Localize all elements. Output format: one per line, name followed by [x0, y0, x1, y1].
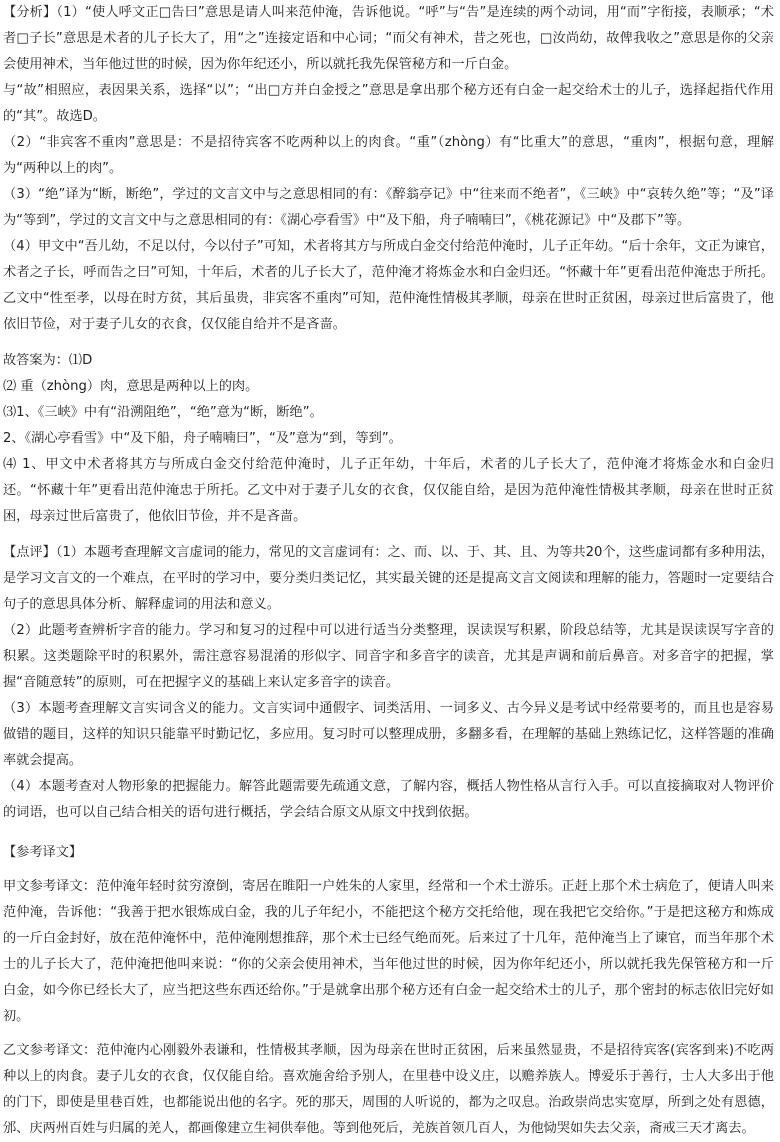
analysis-paragraph-1: 【分析】（1）“使人呼文正□告曰”意思是请人叫来范仲淹，告诉他说。“呼”与“告”是连续的两个动词，用“而”字衔接，表顺承；“术者□子长”意思是术者的儿子长大了，用“之”连接定语和中心词；“而父有神术，昔之死也，□汝尚幼，故俾我收之”意思是你的父亲会使用神术，当年他过世的时候，因为你年纪还小，所以就托我先保管秘方和一斤白金。	[3, 5, 774, 72]
comment-paragraph-2: （2）此题考查辨析字音的能力。学习和复习的过程中可以进行适当分类整理，误读误写积累，阶段总结等，尤其是误读误写字音的积累。这类题除平时的积累外，需注意容易混淆的形似字、同音字和多音字的读音，尤其是声调和前后鼻音。对多音字的把握，掌握“音随意转”的原则，可在把握字义的基础上来认定多音字的读音。	[3, 623, 774, 690]
translation-heading: 【参考译文】	[3, 845, 83, 860]
answer-section	[3, 348, 774, 530]
analysis-section	[3, 0, 774, 338]
analysis-paragraph-2: 与“故”相照应，表因果关系，选择“以”；“出□方并白金授之”意思是拿出那个秘方还有白金一起交给术士的儿子，选择起指代作用的“其”。故选D。	[3, 83, 774, 124]
answer-line-4: 2、《湖心亭看雪》中“及下船，舟子喃喃曰”，“及”意为“到，等到”。	[3, 431, 402, 446]
comment-paragraph-4: （4）本题考查对人物形象的把握能力。解答此题需要先疏通文意，了解内容，概括人物性格从言行入手。可以直接摘取对人物评价的词语，也可以自己结合相关的语句进行概括，学会结合原文从原文中找到依据。	[3, 779, 774, 820]
comment-paragraph-1: 【点评】（1）本题考查理解文言虚词的能力，常见的文言虚词有：之、而、以、于、其、且、为等共20个，这些虚词都有多种用法，是学习文言文的一个难点，在平时的学习中，要分类归类记忆，其实最关键的还是提高文言文阅读和理解的能力，答题时一定要结合句子的意思具体分析、解释虚词的用法和意义。	[3, 545, 774, 612]
comment-paragraph-3: （3）本题考查理解文言实词含义的能力。文言实词中通假字、词类活用、一词多义、古今异义是考试中经常要考的，而且也是容易做错的题目，这样的知识只能靠平时勤记忆，多应用。复习时可以整理成册，多翻多看，在理解的基础上熟练记忆，这样答题的准确率就会提高。	[3, 701, 774, 768]
analysis-paragraph-4: （3）“绝”译为“断，断绝”，学过的文言文中与之意思相同的有：《醉翁亭记》中“往来而不绝者”，《三峡》中“哀转久绝”等；“及”译为“等到”，学过的文言文中与之意思相同的有：《湖心亭看雪》中“及下船，舟子喃喃曰”，《桃花源记》中“及郡下”等。	[3, 187, 774, 228]
answer-line-1: 故答案为：⑴D	[3, 353, 93, 368]
translation-section	[3, 840, 774, 1142]
translation-jia: 甲文参考译文：范仲淹年轻时贫穷潦倒，寄居在睢阳一户姓朱的人家里，经常和一个术士游乐。正赶上那个术士病危了，便请人叫来范仲淹，告诉他：“我善于把水银炼成白金，我的儿子年纪小，不能把这个秘方交托给他，现在我把它交给你。”于是把这秘方和炼成的一斤白金封好，放在范仲淹怀中，范仲淹刚想推辞，那个术士已经气绝而死。后来过了十几年，范仲淹当上了谏官，而当年那个术士的儿子长大了，范仲淹把他叫来说：“你的父亲会使用神术，当年他过世的时候，因为你年纪还小，所以就托我先保管秘方和一斤白金，如今你已经长大了，应当把这些东西还给你。”于是就拿出那个秘方还有白金一起交给术士的儿子，那个密封的标志依旧完好如初。	[3, 879, 774, 1024]
answer-line-5: ⑷ 1、甲文中术者将其方与所成白金交付给范仲淹时，儿子正年幼，十年后，术者的儿子长大了，范仲淹才将炼金水和白金归还。“怀藏十年”更看出范仲淹忠于所托。乙文中对于妻子儿女的衣食，仅仅能自给，是因为范仲淹性情极其孝顺，母亲在世时正贫困，母亲过世后富贵了，他依旧节俭，并不是吝啬。	[3, 457, 774, 524]
analysis-paragraph-5: （4）甲文中“吾儿幼，不足以付，今以付子”可知，术者将其方与所成白金交付给范仲淹时，儿子正年幼。“后十余年，文正为谏官，术者之子长，呼而告之曰”可知，十年后，术者的儿子长大了，范仲淹才将炼金水和白金归还。“怀藏十年”更看出范仲淹忠于所托。乙文中“性至孝，以母在时方贫，其后虽贵，非宾客不重肉”可知，范仲淹性情极其孝顺，母亲在世时正贫困，母亲过世后富贵了，他依旧节俭，对于妻子儿女的衣食，仅仅能自给并不是吝啬。	[3, 239, 774, 332]
answer-line-2: ⑵ 重（zhòng）肉，意思是两种以上的肉。	[3, 379, 259, 394]
comment-section	[3, 540, 774, 826]
translation-yi: 乙文参考译文：范仲淹内心刚毅外表谦和，性情极其孝顺，因为母亲在世时正贫困，后来虽然显贵，不是招待宾客(宾客到来)不吃两种以上的肉食。妻子儿女的衣食，仅仅能自给。喜欢施舍给予别人，在里巷中设义庄，以赡养族人。博爱乐于善行，士人大多出于他的门下，即使是里巷百姓，也都能说出他的名字。死的那天，周围的人听说的，都为之叹息。治政崇尚忠实宽厚，所到之处有恩德，邠、庆两州百姓与归属的羌人，都画像建立生祠供奉他。等到他死后，羌族首领几百人，为他恸哭如失去父亲，斋戒三天才离去。	[3, 1043, 774, 1136]
answer-line-3: ⑶1、《三峡》中有“沿溯阻绝”，“绝”意为“断，断绝”。	[3, 405, 323, 420]
analysis-paragraph-3: （2）“非宾客不重肉”意思是：不是招待宾客不吃两种以上的肉食。“重”（zhòng）有“比重大”的意思，“重肉”，根据句意，理解为“两种以上的肉”。	[3, 135, 774, 176]
